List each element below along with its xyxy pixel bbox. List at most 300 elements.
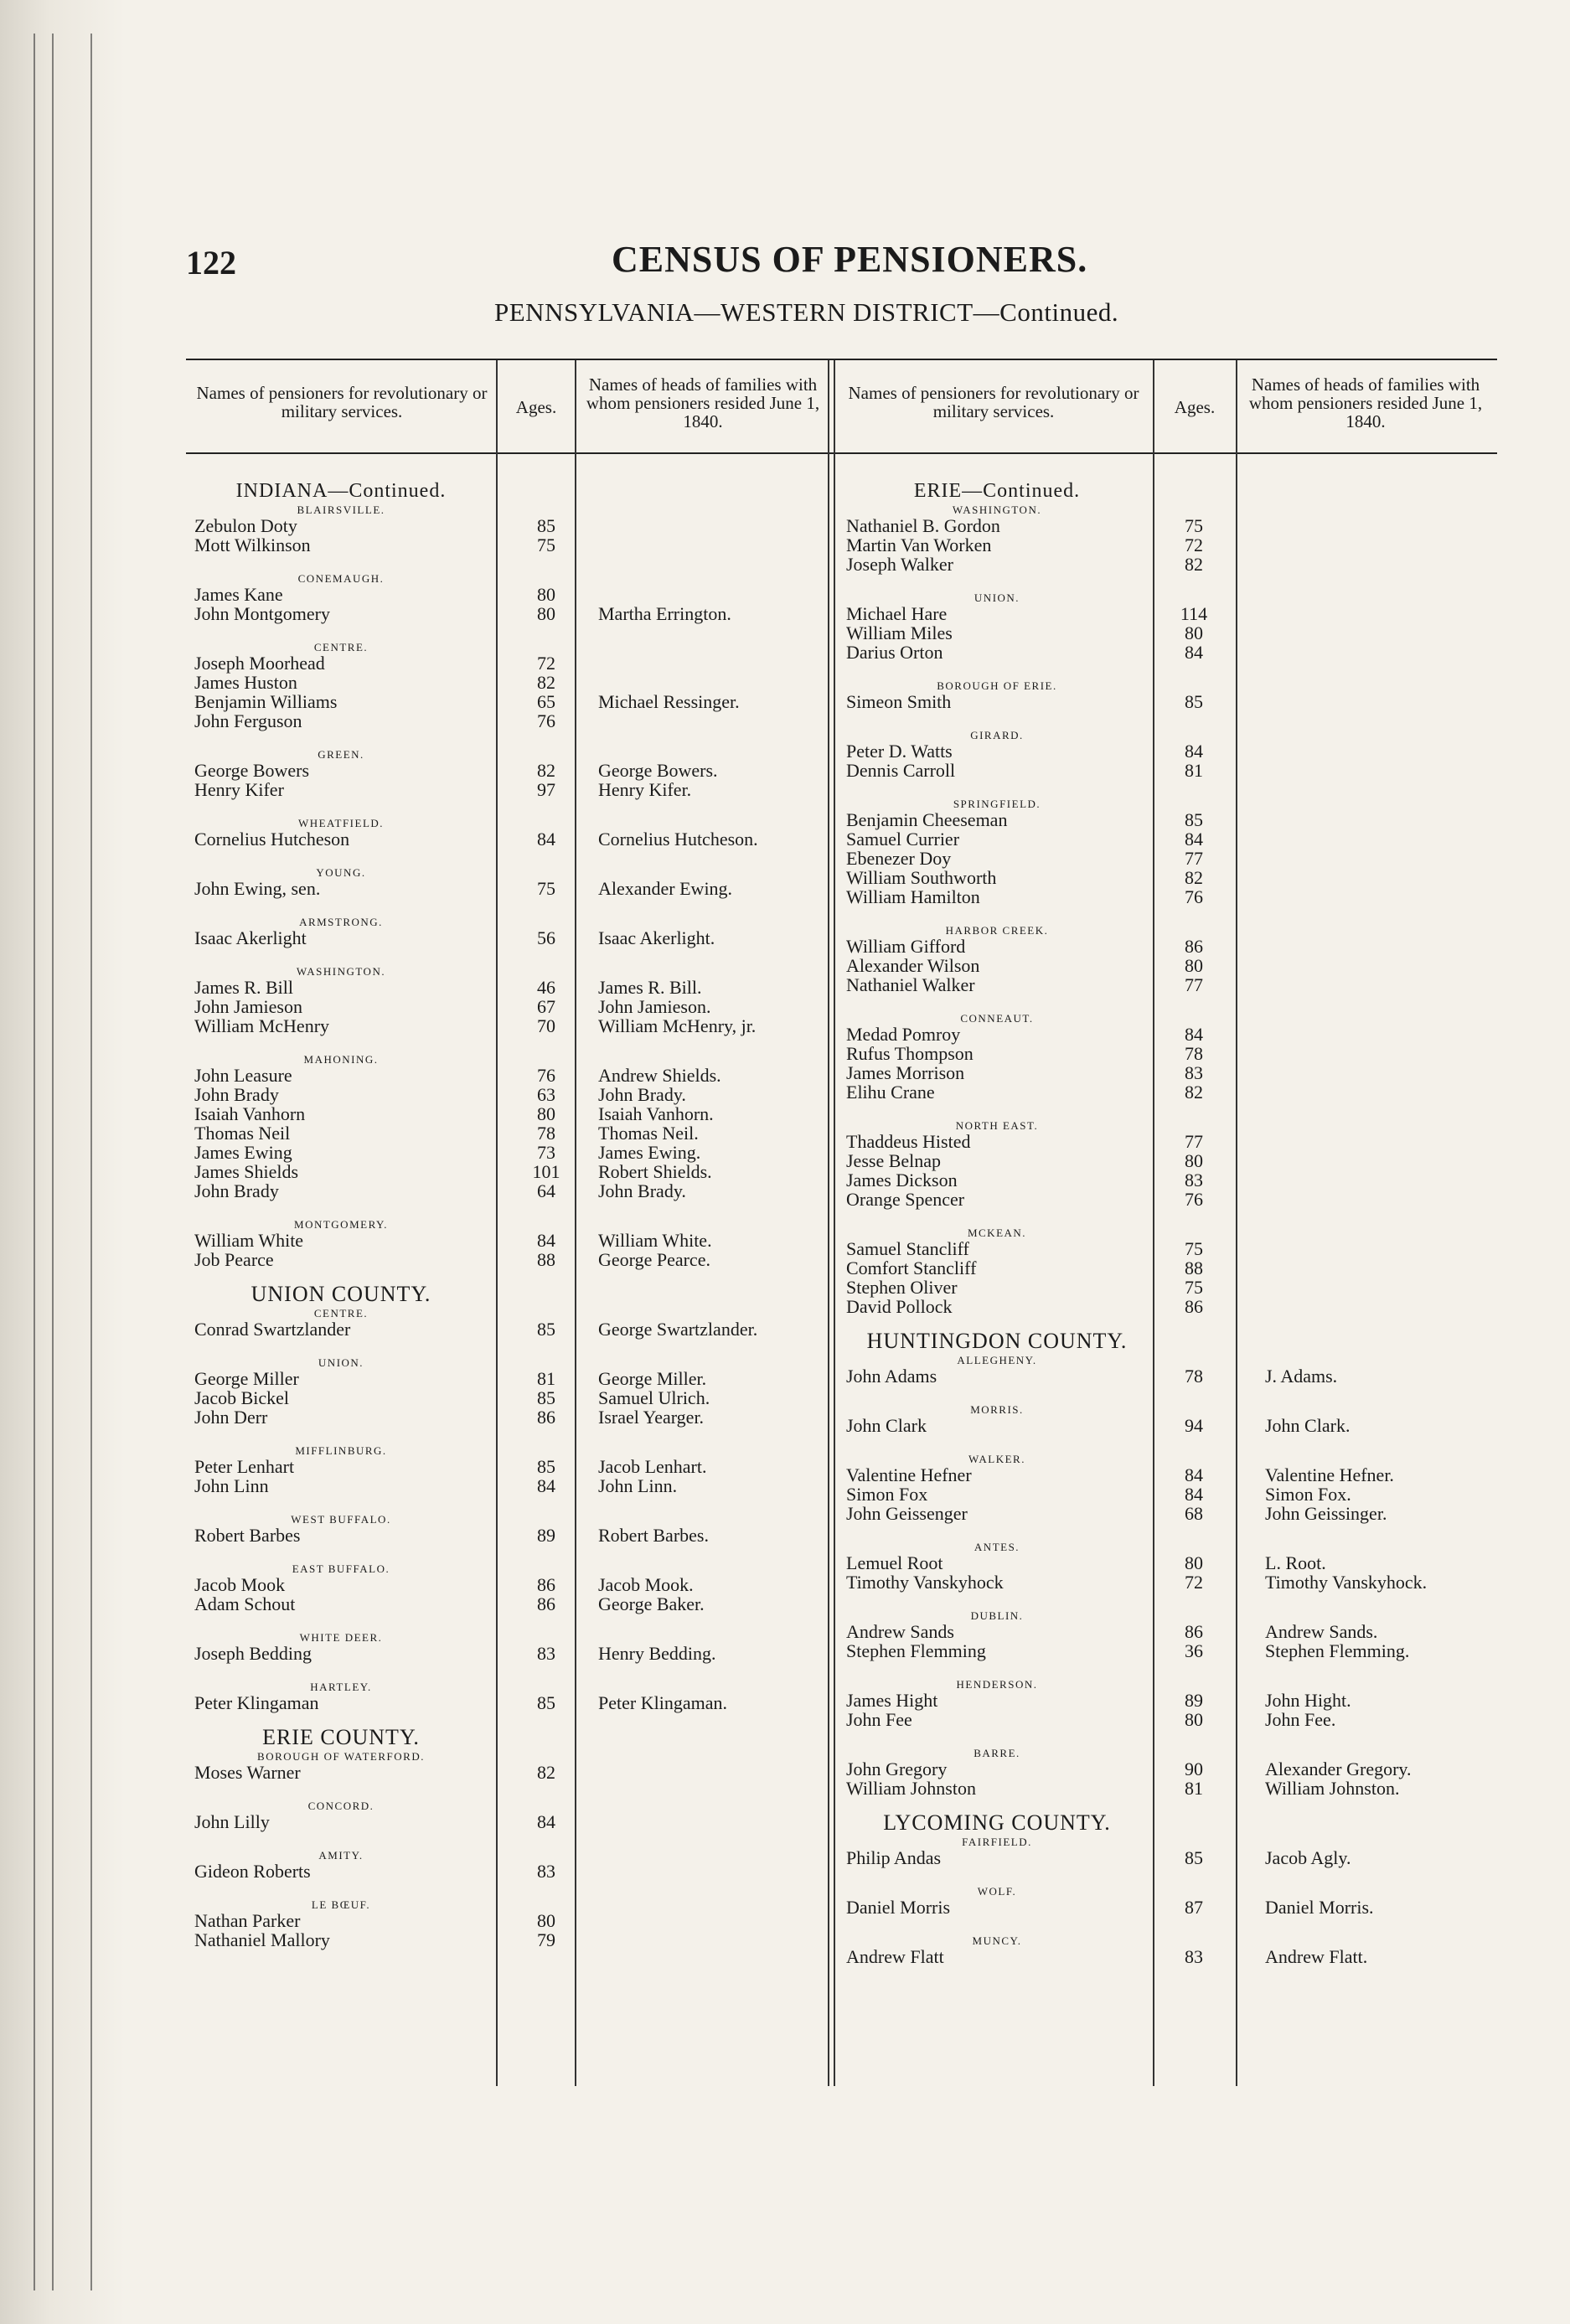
binding-line [34, 34, 35, 2290]
township-heading: MUNCY. [972, 1934, 1022, 1947]
pensioner-name: William McHenry [194, 1015, 330, 1036]
pensioner-age: 76 [537, 710, 555, 731]
table-row [194, 1181, 839, 1201]
table-row [846, 1063, 1516, 1082]
head-of-family: Andrew Flatt. [1265, 1946, 1368, 1967]
pensioner-age: 82 [537, 760, 555, 781]
pensioner-age: 84 [537, 1230, 555, 1251]
township-heading: YOUNG. [316, 866, 366, 879]
pensioner-age: 86 [1185, 1296, 1203, 1317]
pensioner-age: 88 [1185, 1258, 1203, 1278]
pensioner-age: 85 [537, 1692, 555, 1713]
pensioner-name: Mott Wilkinson [194, 535, 311, 555]
pensioner-name: George Miller [194, 1368, 299, 1389]
table-row [846, 535, 1516, 555]
pensioner-age: 84 [1185, 829, 1203, 850]
head-of-family: John Clark. [1265, 1415, 1351, 1436]
pensioner-name: Stephen Oliver [846, 1277, 958, 1298]
township-heading: ALLEGHENY. [957, 1354, 1037, 1366]
pensioner-age: 56 [537, 927, 555, 948]
header-head-right: Names of heads of families with whom pensioners resided June 1, 1840. [1248, 374, 1483, 431]
pensioner-age: 94 [1185, 1415, 1203, 1436]
pensioner-age: 80 [537, 584, 555, 605]
table-row [846, 1025, 1516, 1044]
pensioner-age: 86 [537, 1407, 555, 1428]
pensioner-age: 83 [1185, 1946, 1203, 1967]
pensioner-name: Comfort Stancliff [846, 1258, 977, 1278]
pensioner-name: Nathaniel B. Gordon [846, 515, 1000, 536]
pensioner-name: James Huston [194, 672, 297, 693]
head-of-family: Daniel Morris. [1265, 1897, 1374, 1918]
pensioner-name: Thaddeus Histed [846, 1131, 971, 1152]
pensioner-age: 82 [537, 672, 555, 693]
table-row [846, 1573, 1516, 1592]
table-row [194, 1066, 839, 1085]
pensioner-age: 85 [537, 515, 555, 536]
pensioner-name: Benjamin Williams [194, 691, 338, 712]
pensioner-age: 83 [1185, 1062, 1203, 1083]
pensioner-name: Joseph Walker [846, 554, 953, 575]
township-heading: UNION. [318, 1356, 364, 1369]
pensioner-age: 78 [537, 1123, 555, 1144]
head-of-family: John Brady. [598, 1180, 686, 1201]
pensioner-name: Jacob Bickel [194, 1387, 290, 1408]
township-heading: BOROUGH OF ERIE. [937, 679, 1057, 692]
pensioner-name: Rufus Thompson [846, 1043, 974, 1064]
pensioner-name: Daniel Morris [846, 1897, 951, 1918]
pensioner-name: Timothy Vanskyhock [846, 1572, 1004, 1593]
pensioner-age: 63 [537, 1084, 555, 1105]
pensioner-age: 90 [1185, 1758, 1203, 1779]
pensioner-name: Isaiah Vanhorn [194, 1103, 306, 1124]
table-row [194, 1123, 839, 1143]
pensioner-name: Orange Spencer [846, 1189, 965, 1210]
table-row [846, 1691, 1516, 1710]
binding-line [52, 34, 54, 2290]
pensioner-name: John Linn [194, 1475, 269, 1496]
pensioner-name: Dennis Carroll [846, 760, 956, 781]
pensioner-name: John Adams [846, 1366, 937, 1387]
head-of-family: Alexander Gregory. [1265, 1758, 1412, 1779]
township-heading: WHITE DEER. [299, 1631, 383, 1644]
township-heading: BLAIRSVILLE. [297, 504, 385, 516]
pensioner-name: Martin Van Worken [846, 535, 992, 555]
pensioner-age: 75 [1185, 1238, 1203, 1259]
head-of-family: Henry Bedding. [598, 1643, 716, 1664]
table-row [194, 1320, 839, 1339]
township-heading: EAST BUFFALO. [292, 1562, 390, 1575]
pensioner-name: Lemuel Root [846, 1552, 943, 1573]
pensioner-name: Nathaniel Walker [846, 974, 975, 995]
township-heading: HARBOR CREEK. [945, 924, 1049, 937]
head-of-family: James R. Bill. [598, 977, 702, 998]
head-of-family: Jacob Lenhart. [598, 1456, 707, 1477]
table-row [846, 1641, 1516, 1660]
pensioner-name: Michael Hare [846, 603, 948, 624]
head-of-family: Timothy Vanskyhock. [1265, 1572, 1428, 1593]
table-row [846, 1170, 1516, 1190]
table-row [846, 516, 1516, 535]
table-row [846, 1779, 1516, 1798]
table-row [194, 1162, 839, 1181]
pensioner-name: James Hight [846, 1690, 938, 1711]
township-heading: CENTRE. [313, 641, 369, 653]
head-of-family: Robert Shields. [598, 1161, 712, 1182]
pensioner-name: John Brady [194, 1084, 279, 1105]
pensioner-age: 82 [1185, 554, 1203, 575]
table-row [194, 1369, 839, 1388]
table-row [846, 887, 1516, 906]
head-of-family: Israel Yearger. [598, 1407, 705, 1428]
pensioner-age: 68 [1185, 1503, 1203, 1524]
pensioner-age: 78 [1185, 1366, 1203, 1387]
table-row [846, 868, 1516, 887]
head-of-family: George Swartzlander. [598, 1319, 758, 1340]
table-row [846, 975, 1516, 994]
township-heading: CONEMAUGH. [297, 572, 385, 585]
head-of-family: Samuel Ulrich. [598, 1387, 710, 1408]
pensioner-age: 76 [1185, 886, 1203, 907]
header-pensioner-right: Names of pensioners for revolutionary or military services. [848, 383, 1139, 421]
pensioner-age: 97 [537, 779, 555, 800]
pensioner-age: 83 [537, 1861, 555, 1882]
township-heading: ARMSTRONG. [299, 916, 383, 928]
pensioner-age: 83 [1185, 1170, 1203, 1190]
table-row [846, 741, 1516, 761]
table-row [194, 1526, 839, 1545]
pensioner-name: James Shields [194, 1161, 299, 1182]
pensioner-age: 84 [1185, 642, 1203, 663]
pensioner-age: 82 [1185, 867, 1203, 888]
township-heading: MAHONING. [303, 1053, 379, 1066]
township-heading: HENDERSON. [956, 1678, 1038, 1691]
header-age-left: Ages. [515, 397, 557, 417]
table-row [194, 1143, 839, 1162]
table-row [846, 1239, 1516, 1258]
table-row [194, 1911, 839, 1930]
table-row [846, 1622, 1516, 1641]
head-of-family: Andrew Sands. [1265, 1621, 1378, 1642]
pensioner-name: John Ewing, sen. [194, 878, 321, 899]
table-row [846, 643, 1516, 662]
pensioner-age: 77 [1185, 974, 1203, 995]
table-row [846, 761, 1516, 780]
page-subtitle: PENNSYLVANIA—WESTERN DISTRICT—Continued. [494, 297, 1119, 327]
head-of-family: James Ewing. [598, 1142, 701, 1163]
pensioner-name: John Derr [194, 1407, 268, 1428]
pensioner-name: John Gregory [846, 1758, 948, 1779]
table-row [194, 1594, 839, 1614]
township-heading: WASHINGTON. [296, 965, 386, 978]
pensioner-age: 85 [537, 1387, 555, 1408]
pensioner-name: John Brady [194, 1180, 279, 1201]
pensioner-age: 85 [1185, 809, 1203, 830]
township-heading: MIFFLINBURG. [295, 1444, 387, 1457]
pensioner-name: John Leasure [194, 1065, 292, 1086]
pensioner-age: 101 [532, 1161, 560, 1182]
pensioner-name: William Southworth [846, 867, 997, 888]
head-of-family: George Baker. [598, 1593, 705, 1614]
pensioner-age: 84 [1185, 1464, 1203, 1485]
pensioner-age: 78 [1185, 1043, 1203, 1064]
head-of-family: Andrew Shields. [598, 1065, 721, 1086]
pensioner-age: 84 [537, 1475, 555, 1496]
pensioner-name: Gideon Roberts [194, 1861, 311, 1882]
head-of-family: Henry Kifer. [598, 779, 692, 800]
pensioner-age: 77 [1185, 848, 1203, 869]
head-of-family: John Fee. [1265, 1709, 1336, 1730]
pensioner-age: 88 [537, 1249, 555, 1270]
table-row [194, 1016, 839, 1035]
head-of-family: Robert Barbes. [598, 1525, 709, 1546]
table-row [194, 711, 839, 731]
pensioner-name: Andrew Sands [846, 1621, 954, 1642]
table-row [846, 1848, 1516, 1867]
head-of-family: Isaiah Vanhorn. [598, 1103, 714, 1124]
head-of-family: J. Adams. [1265, 1366, 1338, 1387]
township-heading: FAIRFIELD. [962, 1836, 1032, 1848]
header-pensioner-left: Names of pensioners for revolutionary or military services. [196, 383, 488, 421]
pensioner-age: 82 [1185, 1082, 1203, 1103]
county-heading: HUNTINGDON COUNTY. [866, 1329, 1128, 1353]
pensioner-age: 72 [1185, 1572, 1203, 1593]
table-row [194, 1575, 839, 1594]
pensioner-name: Job Pearce [194, 1249, 274, 1270]
pensioner-age: 86 [537, 1574, 555, 1595]
table-row [846, 1278, 1516, 1297]
township-heading: BARRE. [974, 1747, 1020, 1759]
pensioner-name: Zebulon Doty [194, 515, 297, 536]
pensioner-age: 81 [1185, 1778, 1203, 1799]
pensioner-age: 80 [537, 1910, 555, 1931]
pensioner-name: Ebenezer Doy [846, 848, 952, 869]
pensioner-name: Nathaniel Mallory [194, 1929, 330, 1950]
pensioner-age: 81 [537, 1368, 555, 1389]
pensioner-name: Simeon Smith [846, 691, 952, 712]
pensioner-age: 75 [1185, 515, 1203, 536]
head-of-family: Peter Klingaman. [598, 1692, 727, 1713]
pensioner-name: William Miles [846, 622, 953, 643]
head-of-family: Jacob Mook. [598, 1574, 694, 1595]
table-row [846, 810, 1516, 829]
pensioner-age: 86 [537, 1593, 555, 1614]
pensioner-age: 80 [1185, 1552, 1203, 1573]
pensioner-age: 67 [537, 996, 555, 1017]
head-of-family: William McHenry, jr. [598, 1015, 757, 1036]
pensioner-name: John Lilly [194, 1811, 270, 1832]
county-heading: LYCOMING COUNTY. [883, 1810, 1111, 1835]
pensioner-name: William Hamilton [846, 886, 980, 907]
table-row [846, 1553, 1516, 1573]
pensioner-name: Peter D. Watts [846, 741, 953, 762]
township-heading: WHEATFIELD. [297, 817, 385, 829]
table-row [194, 1693, 839, 1712]
pensioner-name: Adam Schout [194, 1593, 296, 1614]
pensioner-name: Thomas Neil [194, 1123, 291, 1144]
head-of-family: Thomas Neil. [598, 1123, 699, 1144]
page-title: CENSUS OF PENSIONERS. [612, 239, 1088, 280]
pensioner-name: Benjamin Cheeseman [846, 809, 1008, 830]
head-of-family: John Jamieson. [598, 996, 711, 1017]
pensioner-name: William Johnston [846, 1778, 976, 1799]
pensioner-age: 72 [537, 653, 555, 674]
table-row [194, 516, 839, 535]
head-of-family: George Miller. [598, 1368, 707, 1389]
pensioner-name: Alexander Wilson [846, 955, 980, 976]
pensioner-age: 84 [1185, 741, 1203, 762]
pensioner-age: 46 [537, 977, 555, 998]
pensioner-name: James Ewing [194, 1142, 292, 1163]
township-heading: SPRINGFIELD. [953, 798, 1041, 810]
table-row [846, 555, 1516, 574]
township-heading: WASHINGTON. [952, 504, 1042, 516]
pensioner-name: Valentine Hefner [846, 1464, 972, 1485]
table-row [846, 1366, 1516, 1386]
township-heading: CONCORD. [307, 1800, 374, 1812]
head-of-family: George Pearce. [598, 1249, 710, 1270]
pensioner-name: Jesse Belnap [846, 1150, 942, 1171]
head-of-family: Simon Fox. [1265, 1484, 1351, 1505]
head-of-family: William Johnston. [1265, 1778, 1400, 1799]
table-row [194, 928, 839, 948]
head-of-family: L. Root. [1265, 1552, 1326, 1573]
table-row [194, 1231, 839, 1250]
table-row [846, 1044, 1516, 1063]
pensioner-age: 80 [1185, 622, 1203, 643]
table-row [194, 1457, 839, 1476]
county-heading: ERIE COUNTY. [262, 1725, 420, 1749]
page-number: 122 [186, 244, 236, 281]
table-row [194, 761, 839, 780]
pensioner-age: 82 [537, 1762, 555, 1783]
continued-heading: INDIANA—Continued. [235, 480, 447, 502]
pensioner-age: 75 [537, 535, 555, 555]
pensioner-name: David Pollock [846, 1296, 953, 1317]
township-heading: CENTRE. [313, 1307, 369, 1320]
table-row [194, 1862, 839, 1881]
table-row [846, 1947, 1516, 1966]
pensioner-age: 85 [1185, 1847, 1203, 1868]
pensioner-name: Elihu Crane [846, 1082, 935, 1103]
table-header-rule [186, 452, 1497, 454]
head-of-family: John Geissinger. [1265, 1503, 1387, 1524]
pensioner-age: 114 [1180, 603, 1208, 624]
pensioner-age: 84 [1185, 1484, 1203, 1505]
township-heading: GREEN. [318, 748, 364, 761]
pensioner-name: John Jamieson [194, 996, 302, 1017]
pensioner-name: John Clark [846, 1415, 927, 1436]
pensioner-age: 84 [1185, 1024, 1203, 1045]
table-row [846, 829, 1516, 849]
pensioner-age: 85 [1185, 691, 1203, 712]
pensioner-age: 86 [1185, 936, 1203, 957]
pensioner-age: 87 [1185, 1897, 1203, 1918]
head-of-family: John Brady. [598, 1084, 686, 1105]
pensioner-name: John Montgomery [194, 603, 330, 624]
table-row [846, 849, 1516, 868]
pensioner-age: 89 [1185, 1690, 1203, 1711]
header-head-left: Names of heads of families with whom pensioners resided June 1, 1840. [586, 374, 820, 431]
head-of-family: Cornelius Hutcheson. [598, 829, 758, 850]
township-heading: GIRARD. [970, 729, 1024, 741]
table-row [846, 1297, 1516, 1316]
table-row [846, 1132, 1516, 1151]
table-row [194, 1644, 839, 1663]
head-of-family: John Linn. [598, 1475, 678, 1496]
pensioner-age: 80 [1185, 1150, 1203, 1171]
table-row [194, 692, 839, 711]
township-heading: WEST BUFFALO. [291, 1513, 391, 1526]
pensioner-name: Samuel Currier [846, 829, 960, 850]
table-row [194, 1812, 839, 1831]
pensioner-name: Robert Barbes [194, 1525, 301, 1546]
pensioner-name: John Geissenger [846, 1503, 968, 1524]
table-row [194, 1085, 839, 1104]
township-heading: MCKEAN. [967, 1227, 1027, 1239]
pensioner-age: 76 [537, 1065, 555, 1086]
head-of-family: Michael Ressinger. [598, 691, 740, 712]
table-row [846, 692, 1516, 711]
table-row [846, 1485, 1516, 1504]
table-row [846, 1151, 1516, 1170]
township-heading: LE BŒUF. [311, 1898, 371, 1911]
pensioner-age: 64 [537, 1180, 555, 1201]
pensioner-name: Joseph Bedding [194, 1643, 312, 1664]
table-row [846, 623, 1516, 643]
pensioner-age: 80 [537, 1103, 555, 1124]
table-row [194, 780, 839, 799]
pensioner-age: 86 [1185, 1621, 1203, 1642]
pensioner-name: Andrew Flatt [846, 1946, 944, 1967]
township-heading: NORTH EAST. [955, 1119, 1039, 1132]
table-row [194, 879, 839, 898]
table-row [194, 978, 839, 997]
pensioner-name: Darius Orton [846, 642, 943, 663]
pensioner-name: Moses Warner [194, 1762, 301, 1783]
pensioner-age: 65 [537, 691, 555, 712]
left-column-table [194, 479, 839, 1950]
township-heading: MORRIS. [970, 1403, 1024, 1416]
table-row [194, 535, 839, 555]
pensioner-name: Nathan Parker [194, 1910, 301, 1931]
pensioner-name: Simon Fox [846, 1484, 928, 1505]
pensioner-age: 85 [537, 1456, 555, 1477]
township-heading: BOROUGH OF WATERFORD. [257, 1750, 425, 1763]
head-of-family: Valentine Hefner. [1265, 1464, 1394, 1485]
pensioner-name: William Gifford [846, 936, 966, 957]
pensioner-name: Peter Klingaman [194, 1692, 319, 1713]
pensioner-age: 73 [537, 1142, 555, 1163]
head-of-family: Alexander Ewing. [598, 878, 733, 899]
pensioner-age: 84 [537, 1811, 555, 1832]
township-heading: HARTLEY. [310, 1681, 372, 1693]
pensioner-age: 80 [1185, 955, 1203, 976]
table-row [846, 1759, 1516, 1779]
pensioner-name: Jacob Mook [194, 1574, 286, 1595]
pensioner-name: James Morrison [846, 1062, 965, 1083]
township-heading: CONNEAUT. [960, 1012, 1034, 1025]
pensioner-name: William White [194, 1230, 304, 1251]
table-row [846, 1898, 1516, 1917]
table-row [846, 1416, 1516, 1435]
township-heading: MONTGOMERY. [294, 1218, 388, 1231]
table-row [194, 1407, 839, 1427]
table-row [846, 1710, 1516, 1729]
pensioner-age: 79 [537, 1929, 555, 1950]
pensioner-name: James Kane [194, 584, 283, 605]
township-heading: WOLF. [977, 1885, 1017, 1898]
table-row [194, 829, 839, 849]
